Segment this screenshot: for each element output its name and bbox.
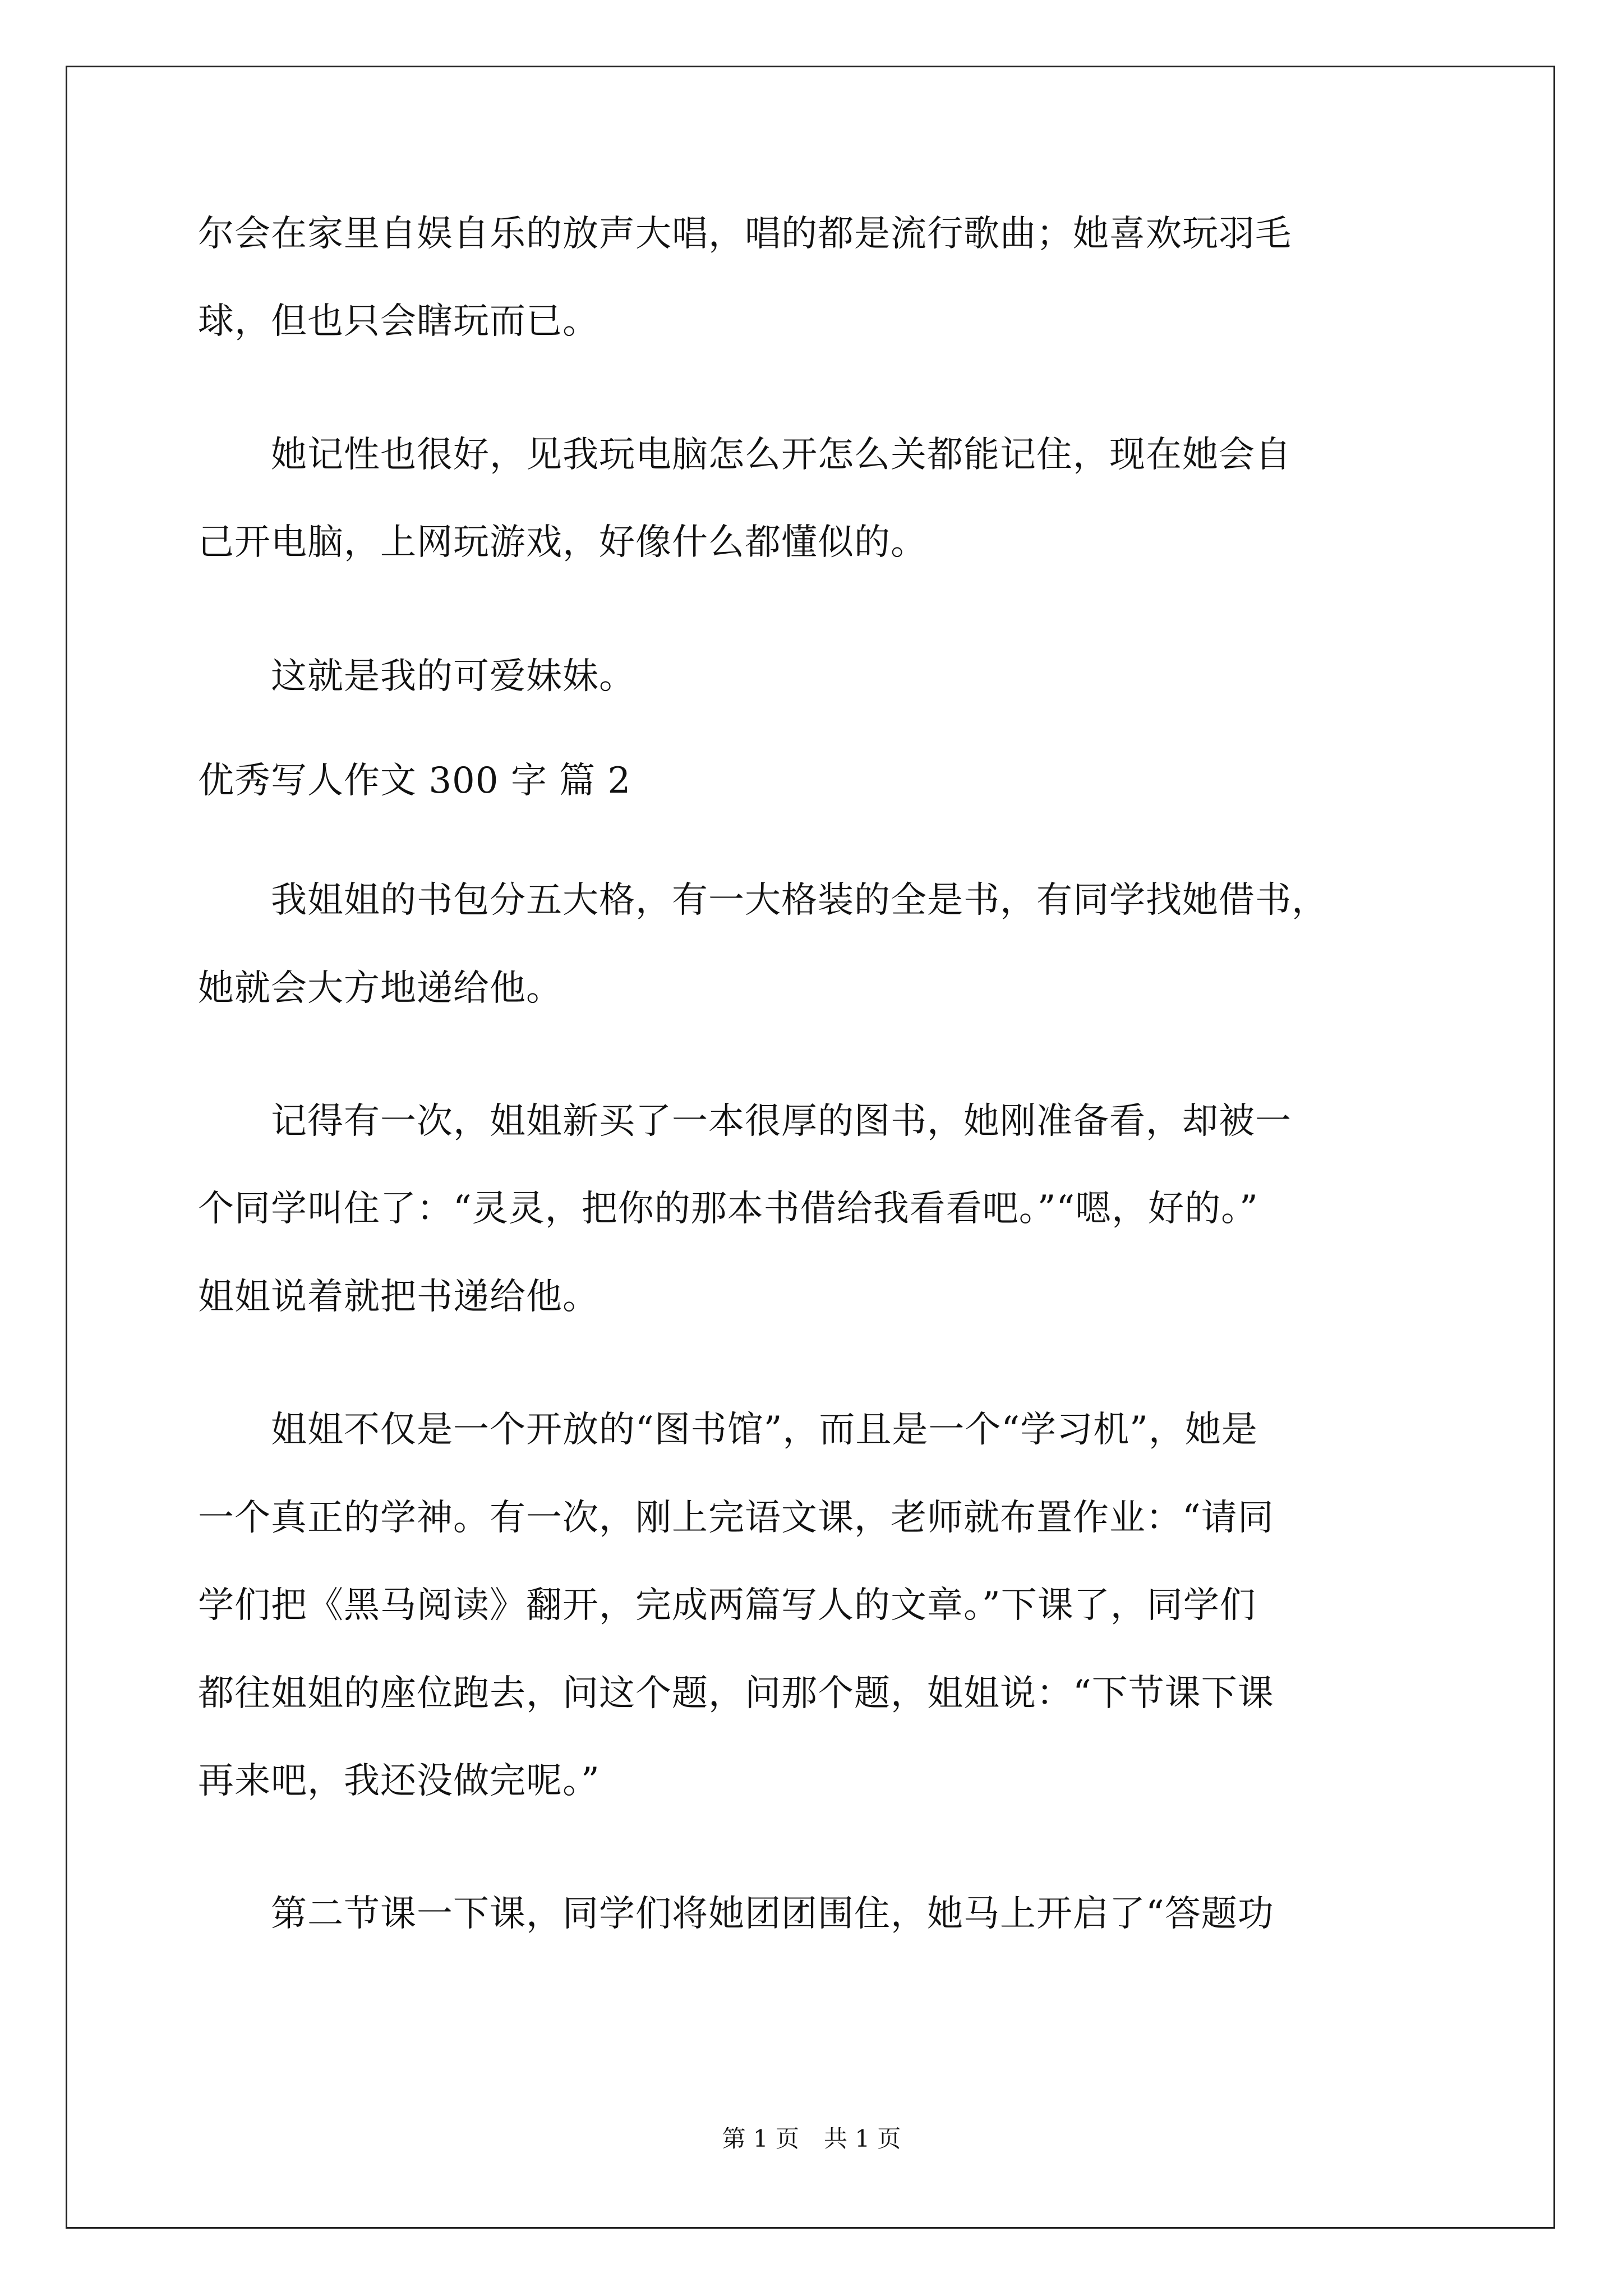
text-line: 尔会在家里自娱自乐的放声大唱，唱的都是流行歌曲；她喜欢玩羽毛: [198, 213, 1292, 255]
text-line: 姐姐不仅是一个开放的“图书馆”，而且是一个“学习机”，她是: [198, 1409, 1258, 1451]
page-footer: [0, 2127, 1623, 2151]
text-line: 这就是我的可爱妹妹。: [198, 656, 635, 697]
text-line: 她记性也很好，见我玩电脑怎么开怎么关都能记住，现在她会自: [198, 434, 1292, 476]
page-total: 共 1 页: [824, 2125, 901, 2152]
text-line: 学们把《黑马阅读》翻开，完成两篇写人的文章。”下课了，同学们: [198, 1585, 1256, 1626]
text-line: 都往姐姐的座位跑去，问这个题，问那个题，姐姐说：“下节课下课: [198, 1673, 1274, 1714]
text-line: 己开电脑，上网玩游戏，好像什么都懂似的。: [198, 522, 927, 563]
page-number: 第 1 页: [722, 2125, 799, 2152]
text-line: 球，但也只会瞎玩而已。: [198, 301, 599, 342]
text-line: 姐姐说着就把书递给他。: [198, 1276, 599, 1318]
text-line: 个同学叫住了：“灵灵，把你的那本书借给我看看吧。”“嗯，好的。”: [198, 1188, 1258, 1230]
text-line: 第二节课一下课，同学们将她团团围住，她马上开启了“答题功: [198, 1893, 1274, 1935]
text-line: 我姐姐的书包分五大格，有一大格装的全是书，有同学找她借书，: [198, 880, 1328, 921]
text-line: 记得有一次，姐姐新买了一本很厚的图书，她刚准备看，却被一: [198, 1101, 1292, 1142]
section-heading: 优秀写人作文 300 字 篇 2: [198, 760, 631, 802]
text-line: 一个真正的学神。有一次，刚上完语文课，老师就布置作业：“请同: [198, 1497, 1274, 1539]
text-line: 再来吧，我还没做完呢。”: [198, 1760, 600, 1802]
text-line: 她就会大方地递给他。: [198, 968, 562, 1009]
